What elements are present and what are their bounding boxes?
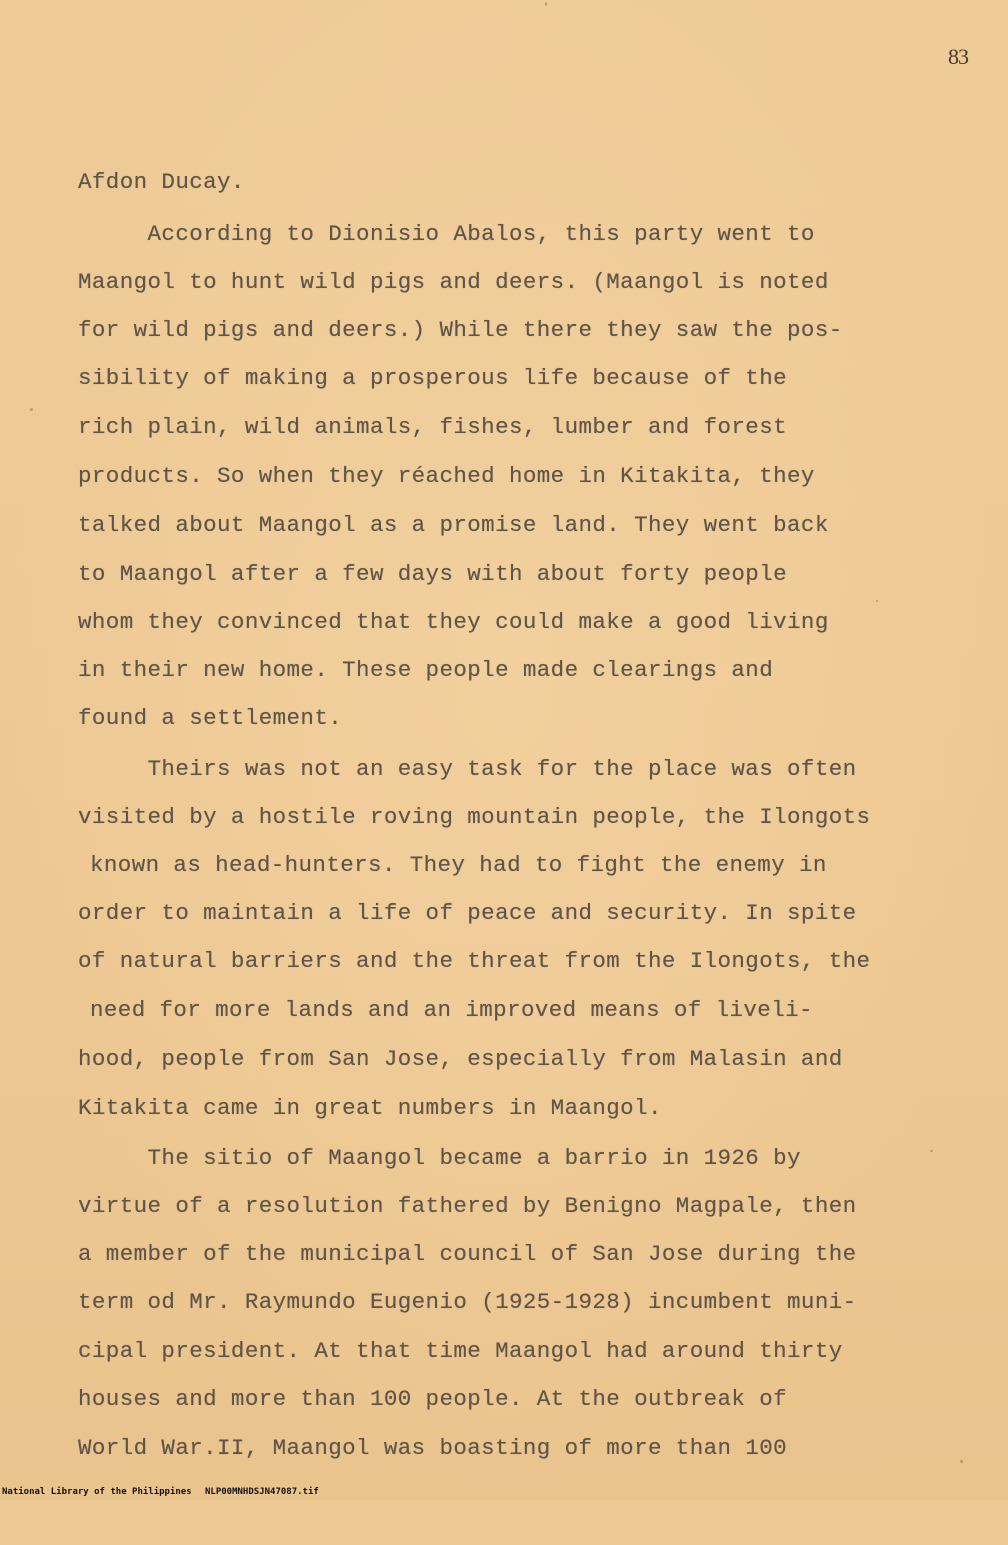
- scan-footer: [0, 1485, 1008, 1500]
- text-line: hood, people from San Jose, especially from Malasin and: [78, 1046, 843, 1072]
- text-line: known as head-hunters. They had to fight the enemy in: [90, 852, 827, 878]
- text-line: Theirs was not an easy task for the place was often: [78, 756, 857, 782]
- text-line: houses and more than 100 people. At the outbreak of: [78, 1386, 788, 1412]
- text-line: need for more lands and an improved means of liveli-: [90, 997, 813, 1023]
- text-line: cipal president. At that time Maangol had around thirty: [78, 1338, 843, 1364]
- text-line: whom they convinced that they could make a good living: [78, 609, 829, 635]
- text-line: World War.II, Maangol was boasting of more than 100: [78, 1435, 788, 1461]
- text-line: found a settlement.: [78, 705, 343, 731]
- text-line: term od Mr. Raymundo Eugenio (1925-1928) incumbent muni-: [78, 1289, 857, 1315]
- text-line: order to maintain a life of peace and security. In spite: [78, 900, 857, 926]
- text-line: rich plain, wild animals, fishes, lumber and forest: [78, 414, 788, 440]
- text-line: for wild pigs and deers.) While there they saw the pos-: [78, 317, 843, 343]
- text-line: in their new home. These people made clearings and: [78, 657, 774, 683]
- paper-speck: [545, 2, 547, 6]
- text-line: virtue of a resolution fathered by Benigno Magpale, then: [78, 1193, 857, 1219]
- text-line: a member of the municipal council of San Jose during the: [78, 1241, 857, 1267]
- text-line: sibility of making a prosperous life because of the: [78, 365, 788, 391]
- paper-speck: [876, 600, 878, 602]
- paper-speck: [30, 408, 33, 411]
- text-line: Afdon Ducay.: [78, 169, 245, 195]
- text-line: talked about Maangol as a promise land. They went back: [78, 512, 829, 538]
- text-line: visited by a hostile roving mountain people, the Ilongots: [78, 804, 871, 830]
- text-line: products. So when they réached home in Kitakita, they: [78, 463, 815, 489]
- text-line: Kitakita came in great numbers in Maangol.: [78, 1095, 662, 1121]
- text-line: The sitio of Maangol became a barrio in 1926 by: [78, 1145, 801, 1171]
- footer-library: National Library of the Philippines: [2, 1487, 192, 1497]
- text-line: to Maangol after a few days with about forty people: [78, 561, 788, 587]
- text-line: According to Dionisio Abalos, this party went to: [78, 221, 815, 247]
- page-number: 83: [948, 44, 968, 69]
- footer-filename: NLP00MNHDSJN47087.tif: [205, 1487, 319, 1497]
- text-line: Maangol to hunt wild pigs and deers. (Maangol is noted: [78, 269, 829, 295]
- paper-speck: [960, 1460, 963, 1463]
- text-line: of natural barriers and the threat from the Ilongots, the: [78, 948, 871, 974]
- paper-speck: [930, 1150, 933, 1152]
